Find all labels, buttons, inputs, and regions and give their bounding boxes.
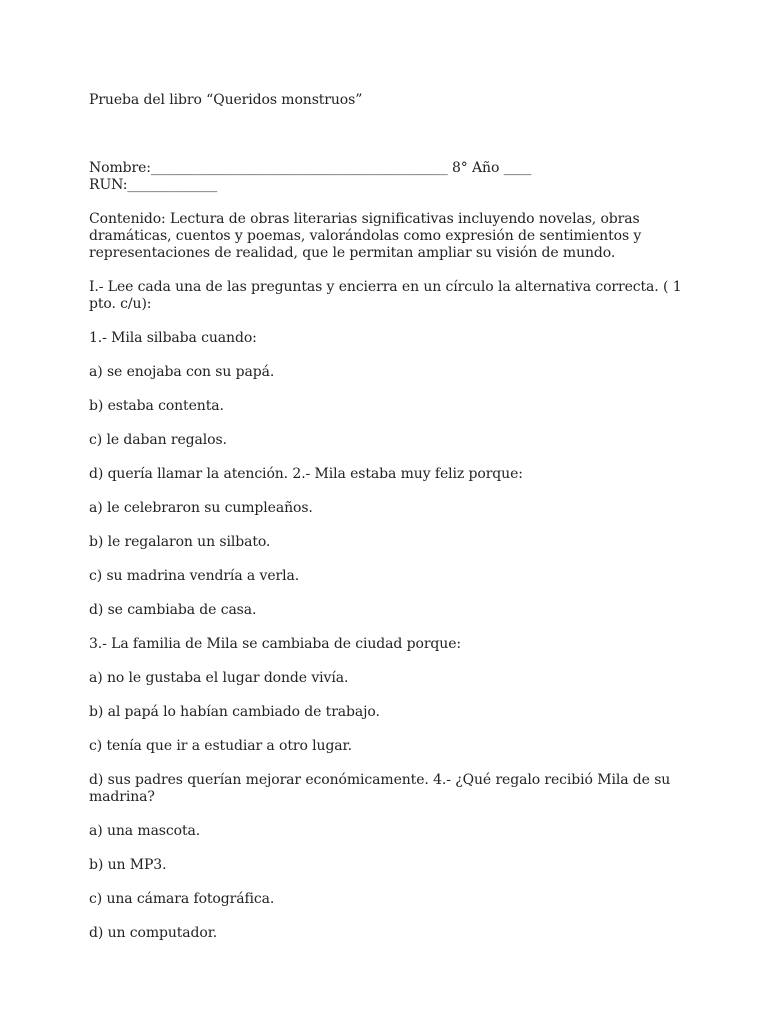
question-2-option-b: b) le regalaron un silbato. — [89, 534, 271, 550]
question-1-option-d-and-question-2-prompt: d) quería llamar la atención. 2.- Mila estaba muy feliz porque: — [89, 466, 523, 482]
question-1-prompt: 1.- Mila silbaba cuando: — [89, 330, 257, 346]
nombre-line: Nombre:___________________________________________ 8° Año ____ — [89, 160, 532, 176]
document-title: Prueba del libro “Queridos monstruos” — [89, 92, 363, 108]
question-2-option-a: a) le celebraron su cumpleaños. — [89, 500, 313, 516]
question-4-option-c: c) una cámara fotográfica. — [89, 891, 275, 907]
run-line: RUN:_____________ — [89, 177, 218, 193]
question-4-option-a: a) una mascota. — [89, 823, 201, 839]
question-3-option-b: b) al papá lo habían cambiado de trabajo. — [89, 704, 380, 720]
question-3-option-c: c) tenía que ir a estudiar a otro lugar. — [89, 738, 352, 754]
question-3-option-d-and-question-4-prompt: d) sus padres querían mejorar económicamente. 4.- ¿Qué regalo recibió Mila de su madrina? — [89, 772, 675, 805]
question-1-option-b: b) estaba contenta. — [89, 398, 224, 414]
section-instruction: I.- Lee cada una de las preguntas y encierra en un círculo la alternativa correcta. ( 1 pto. c/u): — [89, 279, 686, 312]
question-2-option-d: d) se cambiaba de casa. — [89, 602, 257, 618]
question-4-option-b: b) un MP3. — [89, 857, 167, 873]
question-1-option-a: a) se enojaba con su papá. — [89, 364, 275, 380]
question-2-option-c: c) su madrina vendría a verla. — [89, 568, 300, 584]
question-1-option-c: c) le daban regalos. — [89, 432, 227, 448]
question-3-prompt: 3.- La familia de Mila se cambiaba de ciudad porque: — [89, 636, 461, 652]
question-3-option-a: a) no le gustaba el lugar donde vivía. — [89, 670, 349, 686]
student-info-header — [89, 126, 689, 194]
question-4-option-d: d) un computador. — [89, 925, 218, 941]
contenido-paragraph: Contenido: Lectura de obras literarias significativas incluyendo novelas, obras dramáticas, cuentos y poemas, valorándolas como expresión de sentimientos y representaciones de realidad, que le permitan ampliar su visión de mundo. — [89, 211, 646, 261]
document-content — [89, 92, 689, 959]
